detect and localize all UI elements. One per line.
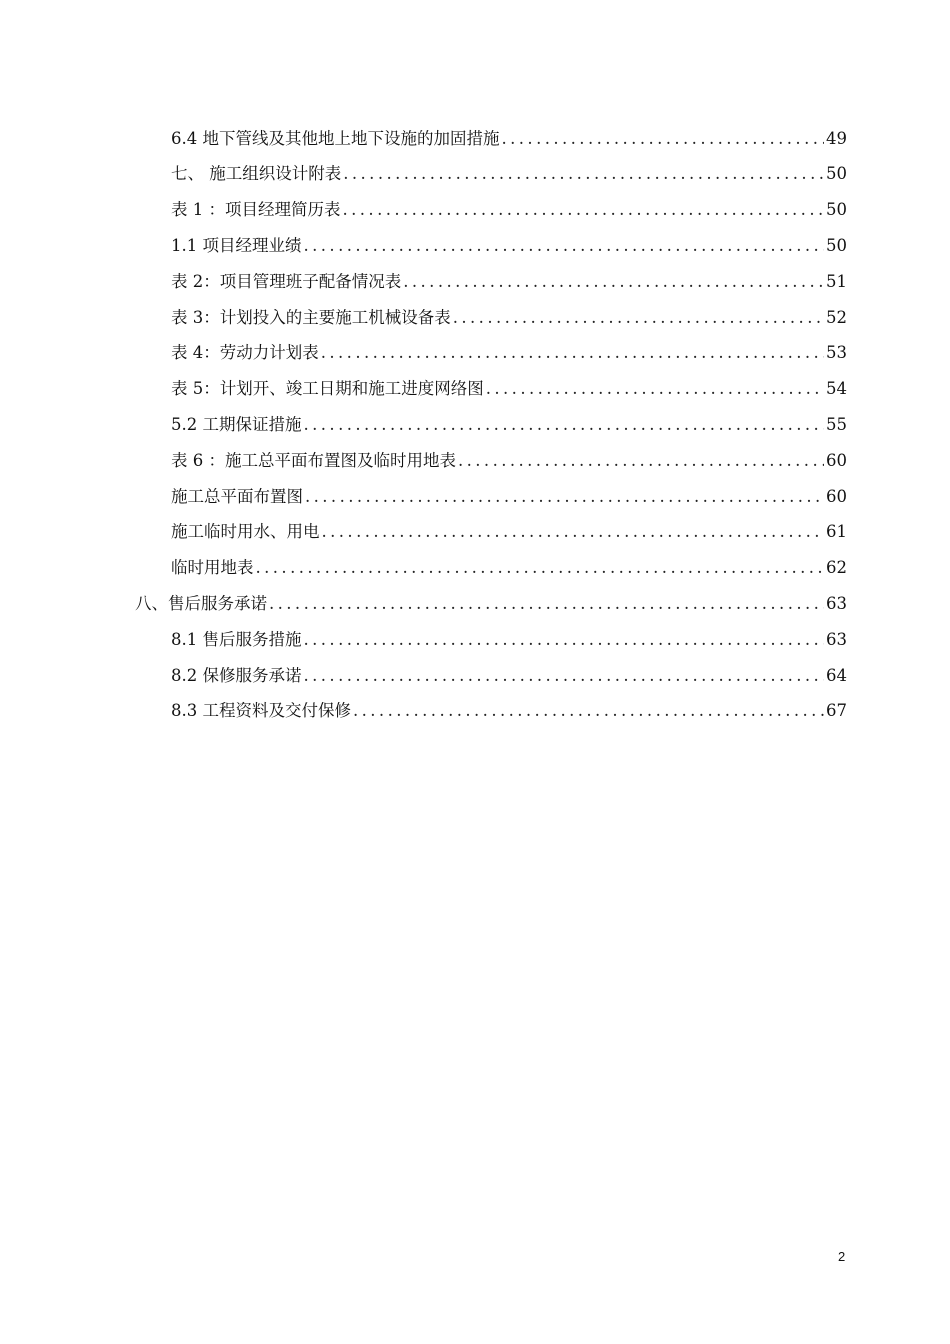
toc-entry-page: 61 [826,522,847,542]
toc-dot-leader [486,381,824,398]
toc-dot-leader [403,274,824,291]
toc-entry[interactable] [0,336,950,372]
toc-entry-page: 50 [826,236,847,256]
toc-entry-title: 表 3：计划投入的主要施工机械设备表 [171,307,451,327]
toc-entry-title: 8.3 工程资料及交付保修 [171,701,351,721]
toc-entry-page: 55 [826,415,847,435]
toc-entry-page: 60 [826,450,847,470]
toc-entry-page: 64 [826,665,847,685]
toc-dot-leader [304,632,825,649]
toc-dot-leader [321,345,824,362]
toc-dot-leader [343,202,825,219]
toc-entry-page: 63 [826,594,847,613]
page-number: 2 [838,1249,846,1264]
toc-entry[interactable] [0,586,950,622]
toc-entry-page: 54 [826,379,847,399]
toc-entry-title: 表 5：计划开、竣工日期和施工进度网络图 [171,379,484,399]
toc-entry-title: 1.1 项目经理业绩 [171,236,302,256]
toc-entry-title: 8.1 售后服务措施 [171,629,302,649]
toc-entry[interactable] [0,372,950,408]
toc-entry-page: 52 [826,307,847,327]
toc-entry[interactable] [0,551,950,587]
table-of-contents [0,121,950,730]
toc-entry[interactable] [0,157,950,193]
toc-entry[interactable] [0,121,950,157]
toc-entry[interactable] [0,264,950,300]
toc-entry-page: 67 [826,701,847,721]
toc-entry[interactable] [0,515,950,551]
toc-dot-leader [322,524,825,541]
toc-dot-leader [343,166,824,183]
toc-dot-leader [304,417,825,434]
toc-entry[interactable] [0,193,950,229]
toc-entry-page: 50 [826,164,847,184]
toc-entry-page: 50 [826,200,847,220]
toc-entry-page: 60 [826,486,847,506]
toc-entry-title: 施工总平面布置图 [171,486,303,506]
toc-entry[interactable] [0,443,950,479]
toc-entry-title: 6.4 地下管线及其他地上地下设施的加固措施 [171,128,500,148]
toc-dot-leader [304,668,825,685]
toc-entry-page: 53 [826,343,847,363]
toc-entry-title: 表 4：劳动力计划表 [171,343,319,363]
toc-entry-title: 临时用地表 [171,558,254,578]
toc-entry[interactable] [0,622,950,658]
toc-entry[interactable] [0,300,950,336]
toc-entry[interactable] [0,479,950,515]
toc-dot-leader [305,489,824,506]
toc-entry-page: 51 [826,271,847,291]
toc-entry[interactable] [0,228,950,264]
toc-entry[interactable] [0,407,950,443]
toc-entry-page: 63 [826,629,847,649]
toc-dot-leader [269,596,824,613]
toc-entry[interactable] [0,694,950,730]
toc-entry-title: 表 2：项目管理班子配备情况表 [171,271,402,291]
toc-dot-leader [458,453,824,470]
toc-dot-leader [453,310,824,327]
toc-entry-title: 表 1 ：项目经理简历表 [171,200,341,220]
toc-entry-page: 49 [826,128,847,148]
toc-dot-leader [502,131,825,148]
toc-dot-leader [304,238,825,255]
toc-dot-leader [353,703,824,720]
toc-dot-leader [256,560,825,577]
toc-entry-title: 5.2 工期保证措施 [171,415,302,435]
toc-entry-page: 62 [826,558,847,578]
toc-entry-title: 表 6 ：施工总平面布置图及临时用地表 [171,450,456,470]
toc-entry-title: 七、 施工组织设计附表 [171,164,342,184]
toc-entry-title: 八、售后服务承诺 [135,594,267,613]
toc-entry[interactable] [0,658,950,694]
toc-entry-title: 施工临时用水、用电 [171,522,320,542]
toc-entry-title: 8.2 保修服务承诺 [171,665,302,685]
